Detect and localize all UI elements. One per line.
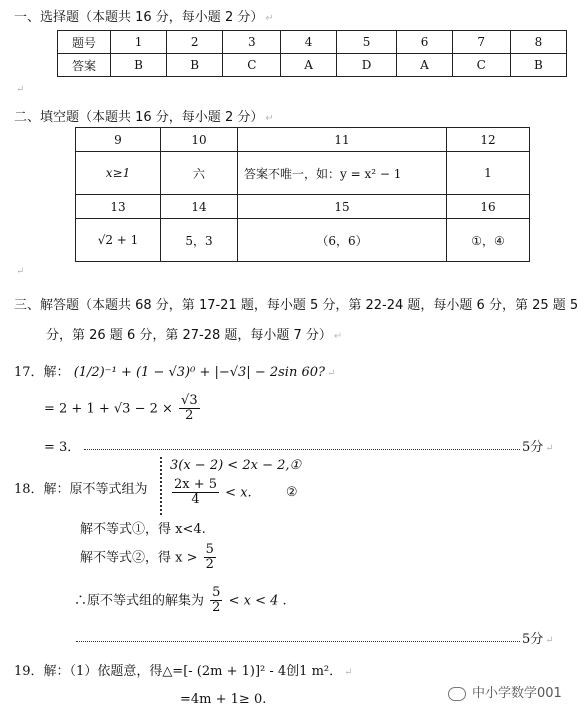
table-cell: 14 (161, 195, 238, 219)
table-cell: √2 + 1 (76, 219, 161, 262)
inequality-mark: ② (285, 485, 298, 501)
watermark: 中小学数学001 (448, 682, 562, 701)
table-cell: 答案不唯一，如：y = x² − 1 (238, 152, 447, 195)
table-cell: 1 (111, 31, 167, 54)
table-header-cell: 答案 (58, 54, 111, 77)
q19-line2: =4m + 1≥ 0. (180, 692, 267, 707)
wechat-icon (448, 687, 466, 701)
q18-line3 (74, 586, 287, 616)
table-cell: （6，6） (238, 219, 447, 262)
table-cell: 8 (510, 31, 566, 54)
table-cell: 六 (161, 152, 238, 195)
fraction-denominator: 2 (185, 408, 194, 424)
q17-expression: (1/2)⁻¹ + (1 − √3)⁰ + |−√3| − 2sin 60? (73, 365, 325, 380)
table-cell: D (336, 54, 397, 77)
table-cell: C (452, 54, 510, 77)
table-cell: A (397, 54, 452, 77)
table-cell: 9 (76, 128, 161, 152)
table-row (76, 128, 530, 152)
table-row (58, 31, 567, 54)
fill-answer-table (75, 127, 530, 262)
system-brace (160, 457, 162, 515)
table-cell: 6 (397, 31, 452, 54)
section3-heading-line2: 分，第 26 题 6 分，第 27-28 题，每小题 7 分） ↵ (46, 328, 343, 343)
fraction-denominator: 2 (212, 600, 221, 616)
q18-step: ∴原不等式组的解集为 (74, 593, 205, 609)
table-cell: 1 (447, 152, 530, 195)
q18-fraction (172, 478, 219, 508)
fraction-numerator: 5 (212, 585, 221, 600)
table-row (76, 152, 530, 195)
table-row (76, 219, 530, 262)
q17-line3: = 3． (44, 440, 81, 455)
table-cell: 3 (223, 31, 281, 54)
q18-line1: 解不等式①，得 x<4. (80, 522, 206, 537)
choice-answer-table (57, 30, 567, 77)
q18-inequality-1: 3(x − 2) < 2x − 2,① (170, 458, 302, 473)
table-cell: 16 (447, 195, 530, 219)
table-cell: C (223, 54, 281, 77)
q17-step: = 2 + 1 + √3 − 2 × (44, 401, 173, 417)
paragraph-mark: ↵ (16, 266, 25, 277)
table-cell: ①，④ (447, 219, 530, 262)
q18-line2 (80, 543, 218, 573)
table-cell: x≥1 (76, 152, 161, 195)
table-cell: B (510, 54, 566, 77)
q18-label: 18．解：原不等式组为 (14, 482, 148, 497)
q18-fraction-3 (210, 586, 222, 616)
fraction-numerator: 2x + 5 (174, 477, 218, 492)
table-cell: 2 (167, 31, 223, 54)
inequality-rest: < x. (225, 485, 252, 501)
paragraph-mark: ↵ (16, 84, 25, 95)
q17-line1: 17．解： (1/2)⁻¹ + (1 − √3)⁰ + |−√3| − 2sin 60? ↵ (14, 365, 336, 380)
fraction-numerator: √3 (181, 393, 198, 408)
q17-score: 5分 ↵ (522, 440, 554, 455)
table-row (76, 195, 530, 219)
score-leader (84, 449, 520, 450)
table-cell: A (281, 54, 336, 77)
table-cell: 15 (238, 195, 447, 219)
table-row (58, 54, 567, 77)
q17-line2 (44, 394, 202, 424)
table-cell: 5，3 (161, 219, 238, 262)
table-cell: 7 (452, 31, 510, 54)
table-cell: 4 (281, 31, 336, 54)
section1-heading: 一、选择题（本题共 16 分，每小题 2 分） ↵ (14, 10, 274, 25)
score-leader (76, 641, 520, 642)
section2-heading: 二、填空题（本题共 16 分，每小题 2 分） ↵ (14, 110, 274, 125)
table-cell: 13 (76, 195, 161, 219)
inequality-rest: < x < 4 . (228, 593, 287, 609)
q19-line1: 19．解：（1）依题意，得△=[- (2m + 1)]² - 4创1 m²． ↵ (14, 664, 353, 679)
q18-score: 5分 ↵ (522, 632, 554, 647)
table-header-cell: 题号 (58, 31, 111, 54)
table-cell: 10 (161, 128, 238, 152)
fraction-denominator: 4 (191, 492, 200, 508)
q17-label: 17．解： (14, 365, 70, 380)
table-cell: 11 (238, 128, 447, 152)
q18-step: 解不等式②，得 x > (80, 550, 198, 566)
fraction-denominator: 2 (205, 557, 214, 573)
table-cell: B (111, 54, 167, 77)
table-cell: 12 (447, 128, 530, 152)
table-cell: B (167, 54, 223, 77)
q18-fraction-2 (204, 543, 216, 573)
table-cell: 5 (336, 31, 397, 54)
fraction-numerator: 5 (205, 542, 214, 557)
q17-fraction (179, 394, 200, 424)
q18-inequality-2 (170, 478, 297, 508)
section3-heading-line1: 三、解答题（本题共 68 分，第 17-21 题，每小题 5 分，第 22-24 题，每小题 6 分，第 25 题 5 (14, 298, 579, 313)
